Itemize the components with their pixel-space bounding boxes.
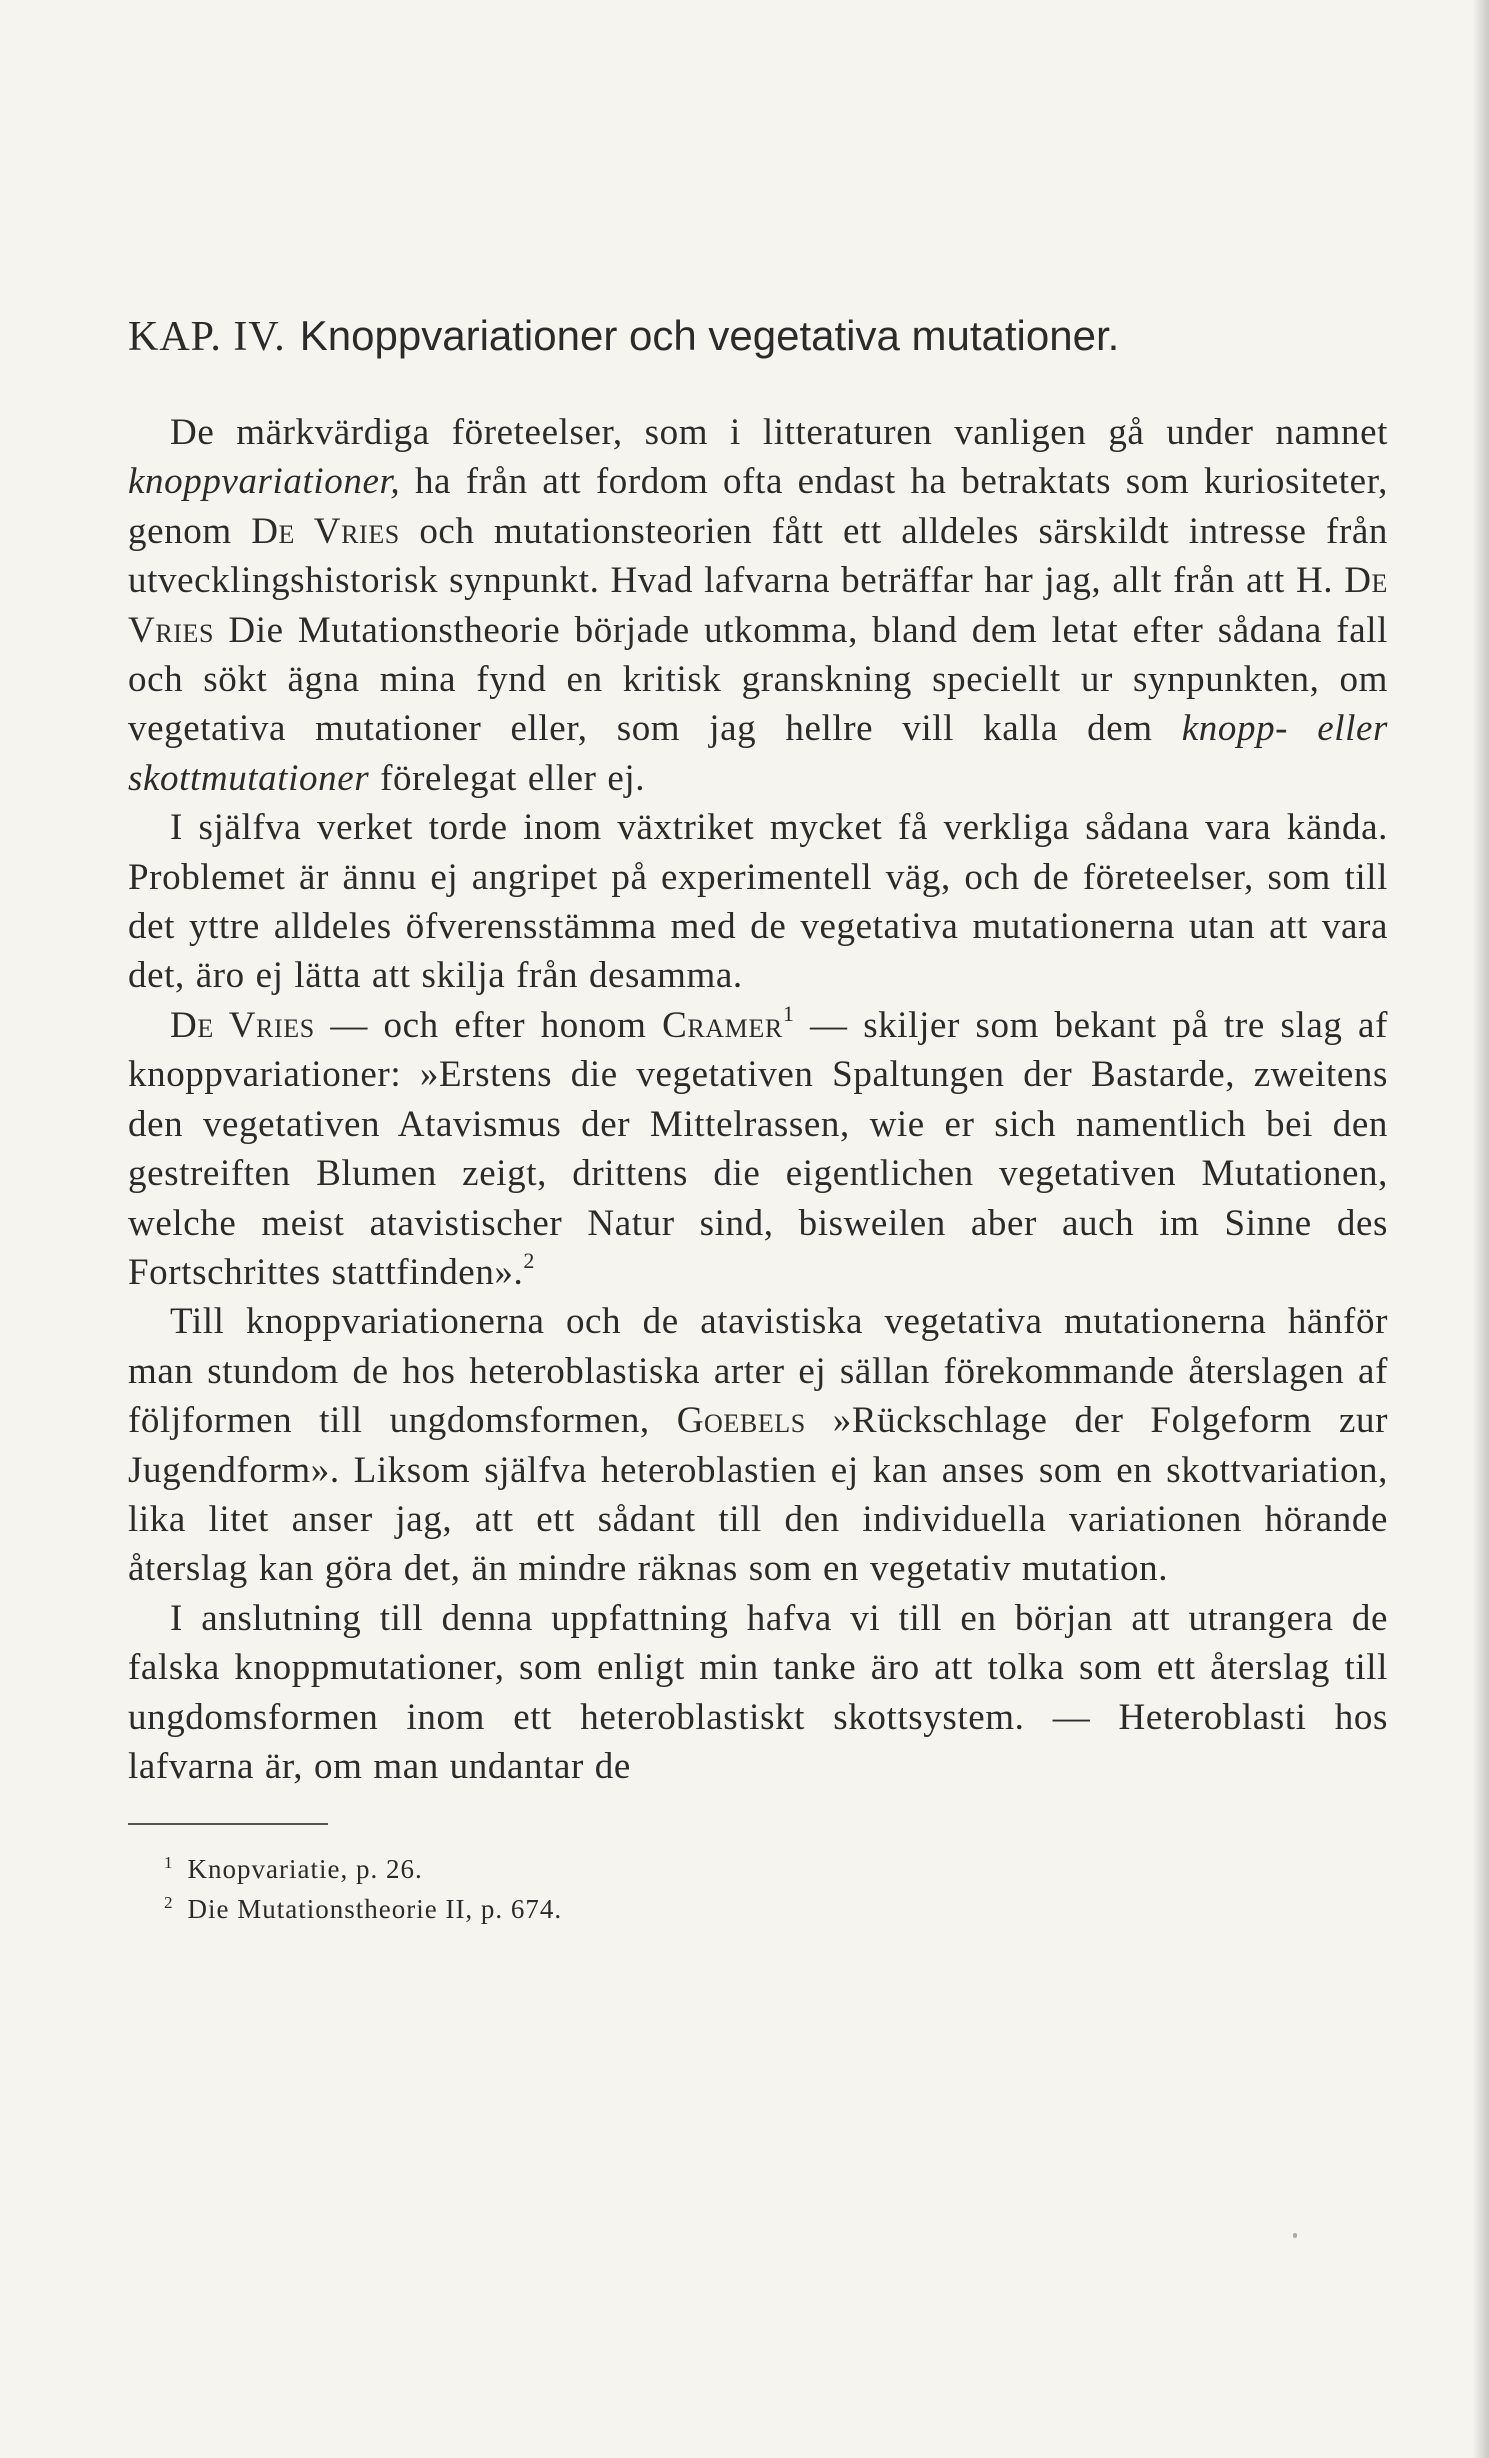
author-name: De Vries	[128, 560, 1388, 651]
paragraph-1	[128, 408, 1388, 803]
footnote-text: Knopvariatie, p. 26.	[187, 1854, 423, 1885]
text-run: förelegat eller ej.	[369, 757, 646, 799]
footnote-ref: 2	[523, 1247, 535, 1273]
paragraph-2: I själfva verket torde inom växtriket mycket få verkliga sådana vara kända. Problemet är ännu ej angripet på experimentell väg, och de företeelser, som till det yttre alldeles öfverensstämma med de vegetativa mutationerna utan att vara det, äro ej lätta att skilja från desamma.	[128, 807, 1388, 997]
footnote-2	[164, 1889, 1388, 1929]
paragraph-5: I anslutning till denna uppfattning hafva vi till en början att utrangera de falska knoppmutationer, som enligt min tanke äro att tolka som ett återslag till ungdomsformen inom ett heteroblastiskt skottsystem. — Heteroblasti hos lafvarna är, om man undantar de	[128, 1597, 1388, 1787]
author-name: Cramer	[662, 1004, 783, 1046]
italic-term: knoppvariationer,	[128, 461, 401, 503]
author-name: De Vries	[170, 1004, 315, 1046]
paragraph-4	[128, 1297, 1388, 1593]
chapter-number: KAP. IV.	[128, 314, 286, 360]
text-run: och mutationsteorien fått ett alldeles särskildt intresse från utvecklingshistorisk synpunkt. Hvad lafvarna beträffar har jag, allt från att H.	[128, 510, 1388, 602]
footnote-mark: 2	[164, 1893, 174, 1913]
text-run: »Rückschlage der Folgeform zur Jugendform». Liksom själfva heteroblastien ej kan anses som en skottvariation, lika litet anser jag, att ett sådant till den individuella variationen hörande återslag kan göra det, än mindre räknas som en vegetativ mutation.	[128, 1400, 1388, 1590]
text-run: Till knoppvariationerna och de atavistiska vegetativa mutationerna hänför man stundom de hos heteroblastiska arter ej sällan förekommande återslagen af följformen till ungdomsformen,	[128, 1301, 1388, 1442]
footnote-text: Die Mutationstheorie II, p. 674.	[187, 1894, 563, 1925]
text-run: ha från att fordom ofta endast ha betraktats som kuriositeter, genom	[128, 461, 1388, 552]
footnote-mark: 1	[164, 1853, 174, 1873]
author-name: Goebels	[676, 1400, 806, 1442]
paper-speck	[1293, 2233, 1297, 2238]
text-run: — skiljer som bekant på tre slag af knoppvariationer: »Erstens die vegetativen Spaltungen der Bastarde, zweitens den vegetativen Atavismus der Mittelrassen, wie er sich namentlich bei den gestreiften Blumen zeigt, drittens die eigentlichen vegetativen Mutationen, welche meist atavistischer Natur sind, bisweilen aber auch im Sinne des Fortschrittes stattfinden».	[128, 1004, 1388, 1293]
footnote-ref: 1	[782, 1000, 795, 1026]
chapter-heading	[128, 312, 1388, 360]
text-run: Die Mutationstheorie började utkomma, bland dem letat efter sådana fall och sökt ägna mina fynd en kritisk granskning speciellt ur synpunkten, om vegetativa mutationer eller, som jag hellre vill kalla dem	[128, 609, 1388, 750]
footnote-1	[164, 1849, 1388, 1889]
body-text	[128, 408, 1388, 1791]
footnote-divider	[128, 1823, 328, 1825]
page-edge-shadow	[1473, 0, 1489, 2458]
chapter-title: Knoppvariationer och vegetativa mutationer.	[299, 312, 1120, 359]
page-content	[128, 312, 1388, 1929]
author-name: De Vries	[251, 510, 400, 552]
footnotes	[128, 1849, 1388, 1929]
text-run: De märkvärdiga företeelser, som i litteraturen vanligen gå under namnet	[170, 412, 1388, 453]
italic-term: knopp- eller skottmutationer	[128, 708, 1388, 799]
paragraph-3	[128, 1001, 1388, 1297]
text-run: — och efter honom	[314, 1004, 663, 1046]
